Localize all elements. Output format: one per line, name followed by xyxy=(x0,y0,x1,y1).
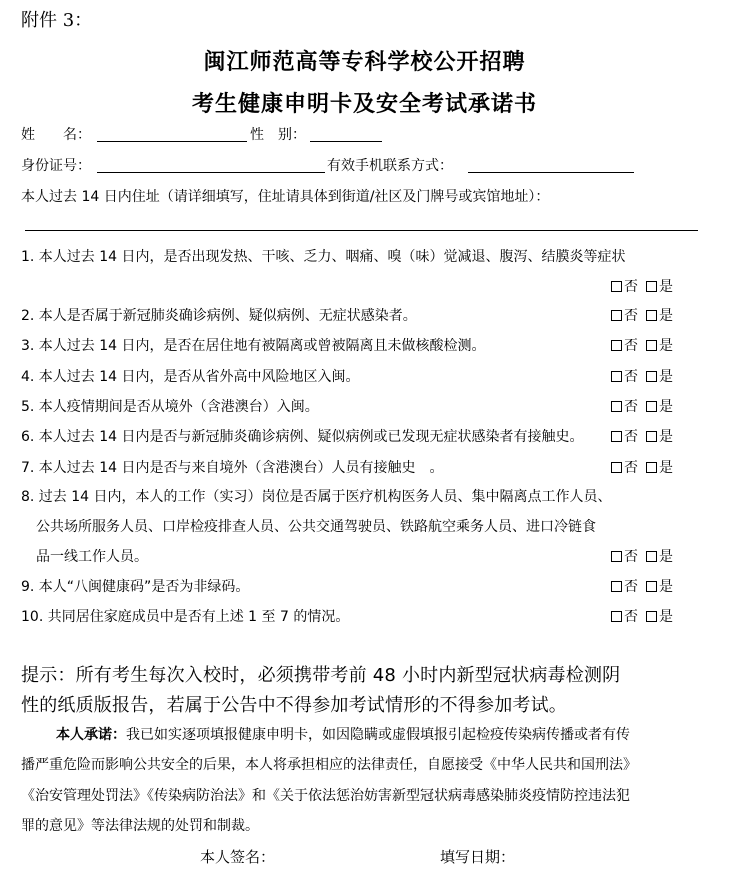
date-label: 填写日期： xyxy=(440,848,516,866)
question-8-line-3: 品一线工作人员。 xyxy=(36,549,148,565)
question-7-options xyxy=(611,457,673,477)
question-8-line-1: 8. 过去 14 日内，本人的工作（实习）岗位是否属于医疗机构医务人员、集中隔离点工作人员、 xyxy=(21,489,612,505)
name-field[interactable] xyxy=(97,141,247,142)
gender-label: 性 别： xyxy=(250,127,306,143)
pledge-text-1: 我已如实逐项填报健康申明卡，如因隐瞒或虚假填报引起检疫传染病传播或者有传 xyxy=(126,727,630,743)
name-label: 姓 名： xyxy=(21,127,91,143)
checkbox-yes[interactable] xyxy=(646,551,657,562)
checkbox-no[interactable] xyxy=(611,611,622,622)
notice-line-2: 性的纸质版报告，若属于公告中不得参加考试情形的不得参加考试。 xyxy=(21,695,567,716)
option-yes-label: 是 xyxy=(659,460,673,476)
question-3: 3. 本人过去 14 日内，是否在居住地有被隔离或曾被隔离且未做核酸检测。 xyxy=(21,338,486,354)
checkbox-no[interactable] xyxy=(611,462,622,473)
option-yes-label: 是 xyxy=(659,369,673,385)
checkbox-yes[interactable] xyxy=(646,310,657,321)
question-9: 9. 本人“八闽健康码”是否为非绿码。 xyxy=(21,579,250,595)
question-5-options xyxy=(611,396,673,416)
question-8-line-2: 公共场所服务人员、口岸检疫排查人员、公共交通驾驶员、铁路航空乘务人员、进口冷链食 xyxy=(36,519,596,535)
checkbox-no[interactable] xyxy=(611,581,622,592)
option-yes-label: 是 xyxy=(659,579,673,595)
pledge-heading: 本人承诺： xyxy=(56,727,126,743)
question-5: 5. 本人疫情期间是否从境外（含港澳台）入闽。 xyxy=(21,399,319,415)
question-1-options xyxy=(611,276,673,296)
signature-label: 本人签名： xyxy=(200,848,276,866)
id-number-field[interactable] xyxy=(97,172,325,173)
option-no-label: 否 xyxy=(624,460,638,476)
option-yes-label: 是 xyxy=(659,549,673,565)
page-title-line1: 闽江师范高等专科学校公开招聘 xyxy=(203,49,526,75)
option-no-label: 否 xyxy=(624,369,638,385)
address-field[interactable] xyxy=(25,230,698,231)
phone-field[interactable] xyxy=(468,172,634,173)
question-4-options xyxy=(611,366,673,386)
checkbox-yes[interactable] xyxy=(646,611,657,622)
question-4: 4. 本人过去 14 日内，是否从省外高中风险地区入闽。 xyxy=(21,369,360,385)
checkbox-no[interactable] xyxy=(611,371,622,382)
checkbox-yes[interactable] xyxy=(646,431,657,442)
question-8-options xyxy=(611,546,673,566)
option-yes-label: 是 xyxy=(659,399,673,415)
checkbox-yes[interactable] xyxy=(646,371,657,382)
pledge-line-3: 《治安管理处罚法》《传染病防治法》和《关于依法惩治妨害新型冠状病毒感染肺炎疫情防控违法犯 xyxy=(21,788,630,804)
id-number-label: 身份证号： xyxy=(21,158,91,174)
question-2: 2. 本人是否属于新冠肺炎确诊病例、疑似病例、无症状感染者。 xyxy=(21,308,417,324)
pledge-line-1 xyxy=(56,724,630,744)
checkbox-no[interactable] xyxy=(611,310,622,321)
option-yes-label: 是 xyxy=(659,279,673,295)
option-no-label: 否 xyxy=(624,429,638,445)
option-no-label: 否 xyxy=(624,609,638,625)
option-no-label: 否 xyxy=(624,579,638,595)
checkbox-no[interactable] xyxy=(611,431,622,442)
question-6-options xyxy=(611,426,673,446)
phone-label: 有效手机联系方式： xyxy=(327,158,453,174)
checkbox-no[interactable] xyxy=(611,551,622,562)
gender-field[interactable] xyxy=(310,141,382,142)
address-label: 本人过去 14 日内住址（请详细填写，住址请具体到街道/社区及门牌号或宾馆地址）： xyxy=(21,189,550,205)
option-no-label: 否 xyxy=(624,338,638,354)
option-no-label: 否 xyxy=(624,549,638,565)
checkbox-no[interactable] xyxy=(611,281,622,292)
option-no-label: 否 xyxy=(624,279,638,295)
attachment-label: 附件 3： xyxy=(21,10,93,31)
page-title-line2: 考生健康申明卡及安全考试承诺书 xyxy=(191,91,537,117)
option-yes-label: 是 xyxy=(659,609,673,625)
question-9-options xyxy=(611,576,673,596)
question-3-options xyxy=(611,335,673,355)
question-7: 7. 本人过去 14 日内是否与来自境外（含港澳台）人员有接触史 。 xyxy=(21,460,444,476)
checkbox-no[interactable] xyxy=(611,340,622,351)
checkbox-yes[interactable] xyxy=(646,462,657,473)
option-yes-label: 是 xyxy=(659,338,673,354)
notice-line-1: 提示：所有考生每次入校时，必须携带考前 48 小时内新型冠状病毒检测阴 xyxy=(21,665,621,686)
pledge-line-2: 播严重危险而影响公共安全的后果，本人将承担相应的法律责任，自愿接受《中华人民共和国刑法》 xyxy=(21,757,637,773)
pledge-line-4: 罪的意见》等法律法规的处罚和制裁。 xyxy=(21,818,259,834)
question-10-options xyxy=(611,606,673,626)
option-no-label: 否 xyxy=(624,308,638,324)
checkbox-yes[interactable] xyxy=(646,401,657,412)
checkbox-no[interactable] xyxy=(611,401,622,412)
checkbox-yes[interactable] xyxy=(646,581,657,592)
checkbox-yes[interactable] xyxy=(646,281,657,292)
option-yes-label: 是 xyxy=(659,308,673,324)
checkbox-yes[interactable] xyxy=(646,340,657,351)
question-10: 10. 共同居住家庭成员中是否有上述 1 至 7 的情况。 xyxy=(21,609,350,625)
question-1: 1. 本人过去 14 日内，是否出现发热、干咳、乏力、咽痛、嗅（味）觉减退、腹泻、结膜炎等症状 xyxy=(21,249,626,265)
option-no-label: 否 xyxy=(624,399,638,415)
question-2-options xyxy=(611,305,673,325)
question-6: 6. 本人过去 14 日内是否与新冠肺炎确诊病例、疑似病例或已发现无症状感染者有接触史。 xyxy=(21,429,584,445)
option-yes-label: 是 xyxy=(659,429,673,445)
